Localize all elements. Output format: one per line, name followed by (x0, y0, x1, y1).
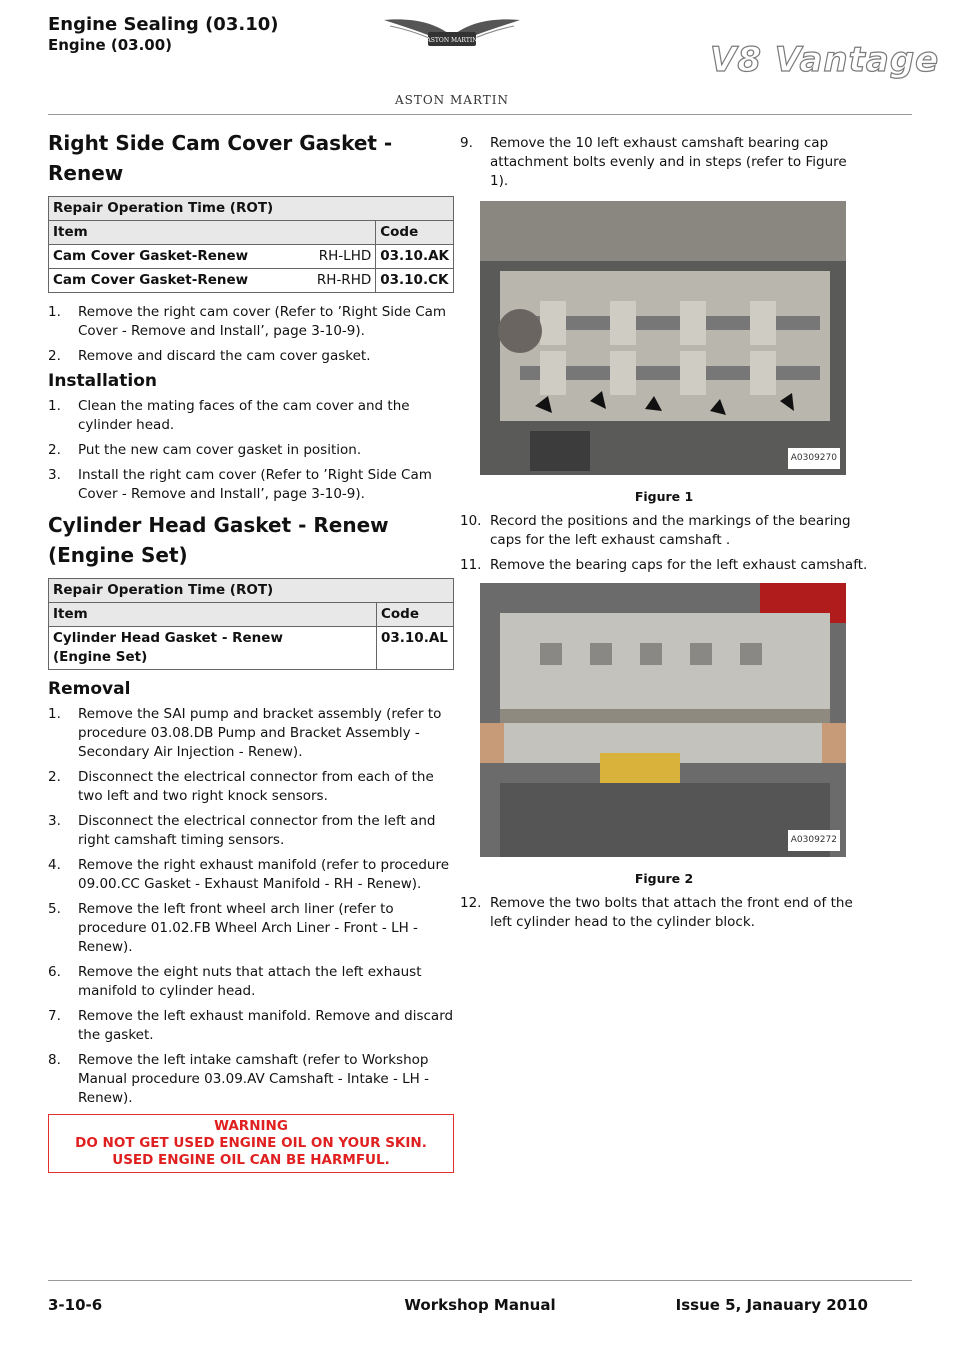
figure-2-caption: Figure 2 (634, 871, 694, 886)
list-item: 11. Remove the bearing caps for the left exhaust camshaft. (460, 557, 868, 573)
figure-1-label: A0309270 (788, 448, 840, 469)
list-item: 2. Put the new cam cover gasket in position. (48, 442, 362, 458)
section-title: Engine Sealing (03.10) (48, 14, 279, 35)
list-item: 1. Clean the mating faces of the cam cover and the cylinder head. (48, 398, 410, 433)
table-row (49, 269, 454, 293)
list-item: 1. Remove the SAI pump and bracket assembly (refer to procedure 03.08.DB Pump and Bracket Assembly - Secondary Air Injection - Renew). (48, 706, 442, 760)
subheading-removal: Removal (48, 679, 131, 699)
warning-line: USED ENGINE OIL CAN BE HARMFUL. (112, 1152, 390, 1168)
page-number: 3-10-6 (48, 1296, 103, 1314)
subheading-installation: Installation (48, 371, 158, 391)
list-item: 6. Remove the eight nuts that attach the left exhaust manifold to cylinder head. (48, 964, 422, 999)
list-item: 2. Disconnect the electrical connector from each of the two left and two right knock sensors. (48, 769, 434, 804)
list-item: 5. Remove the left front wheel arch liner (refer to procedure 01.02.FB Wheel Arch Liner - Front - LH - Renew). (48, 901, 418, 955)
rot-variant: RH-RHD (307, 269, 376, 293)
model-logo: V8 Vantage (710, 40, 940, 80)
rot-title: Repair Operation Time (ROT) (49, 579, 454, 603)
steps-right-c (460, 894, 868, 932)
chapter-title: Engine (03.00) (48, 36, 173, 54)
rot-table-cam-cover (48, 196, 454, 293)
list-item: 8. Remove the left intake camshaft (refer to Workshop Manual procedure 03.09.AV Camshaft - Intake - LH - Renew). (48, 1052, 429, 1106)
warning-title: WARNING (214, 1118, 288, 1134)
header-rule (48, 114, 912, 115)
section-heading-cam-cover: Right Side Cam Cover Gasket - Renew (48, 131, 393, 185)
table-row (49, 245, 454, 269)
list-item: 12. Remove the two bolts that attach the front end of the left cylinder head to the cylinder block. (460, 895, 853, 930)
figure-1-image (480, 201, 846, 475)
rot-col-item: Item (49, 221, 376, 245)
figure-2-image (480, 583, 846, 857)
rot-title: Repair Operation Time (ROT) (49, 197, 454, 221)
list-item: 1. Remove the right cam cover (Refer to ’Right Side Cam Cover - Remove and Install’, page 3-10-9). (48, 304, 447, 339)
left-column (48, 128, 454, 1173)
footer-rule (48, 1280, 912, 1281)
rot-code: 03.10.AL (377, 627, 454, 670)
rot-item: Cam Cover Gasket-Renew (49, 269, 308, 293)
steps-cam-cover (48, 303, 454, 366)
rot-col-code: Code (377, 603, 454, 627)
list-item: 7. Remove the left exhaust manifold. Remove and discard the gasket. (48, 1008, 454, 1043)
manual-title: Workshop Manual (404, 1296, 556, 1314)
figure-2-label: A0309272 (788, 830, 840, 851)
rot-table-cylinder-head (48, 578, 454, 670)
aston-martin-logo (382, 16, 522, 108)
list-item: 2. Remove and discard the cam cover gasket. (48, 348, 371, 364)
figure-1-caption: Figure 1 (634, 489, 694, 504)
list-item: 4. Remove the right exhaust manifold (refer to procedure 09.00.CC Gasket - Exhaust Manifold - RH - Renew). (48, 857, 450, 892)
warning-line: DO NOT GET USED ENGINE OIL ON YOUR SKIN. (75, 1135, 427, 1151)
rot-variant: RH-LHD (307, 245, 376, 269)
steps-right-b (460, 512, 868, 575)
right-column (460, 134, 868, 938)
steps-right-a (460, 134, 868, 191)
rot-col-item: Item (49, 603, 377, 627)
logo-text: ASTON MARTIN (394, 93, 510, 107)
rot-item: Cylinder Head Gasket - Renew (Engine Set) (49, 627, 377, 670)
section-heading-cylinder-head: Cylinder Head Gasket - Renew (Engine Set) (48, 513, 389, 567)
rot-item: Cam Cover Gasket-Renew (49, 245, 308, 269)
svg-text:ASTON MARTIN: ASTON MARTIN (426, 37, 478, 44)
list-item: 10. Record the positions and the markings of the bearing caps for the left exhaust camshaft . (460, 513, 851, 548)
rot-col-code: Code (376, 221, 454, 245)
table-row (49, 627, 454, 670)
warning-box (48, 1114, 454, 1173)
rot-code: 03.10.CK (376, 269, 454, 293)
steps-removal (48, 705, 454, 1108)
rot-code: 03.10.AK (376, 245, 454, 269)
steps-installation (48, 397, 454, 504)
list-item: 3. Install the right cam cover (Refer to ’Right Side Cam Cover - Remove and Install’, page 3-10-9). (48, 467, 432, 502)
list-item: 9. Remove the 10 left exhaust camshaft bearing cap attachment bolts evenly and in steps (refer to Figure 1). (460, 135, 847, 189)
list-item: 3. Disconnect the electrical connector from the left and right camshaft timing sensors. (48, 813, 436, 848)
issue-info: Issue 5, Janauary 2010 (675, 1296, 868, 1314)
